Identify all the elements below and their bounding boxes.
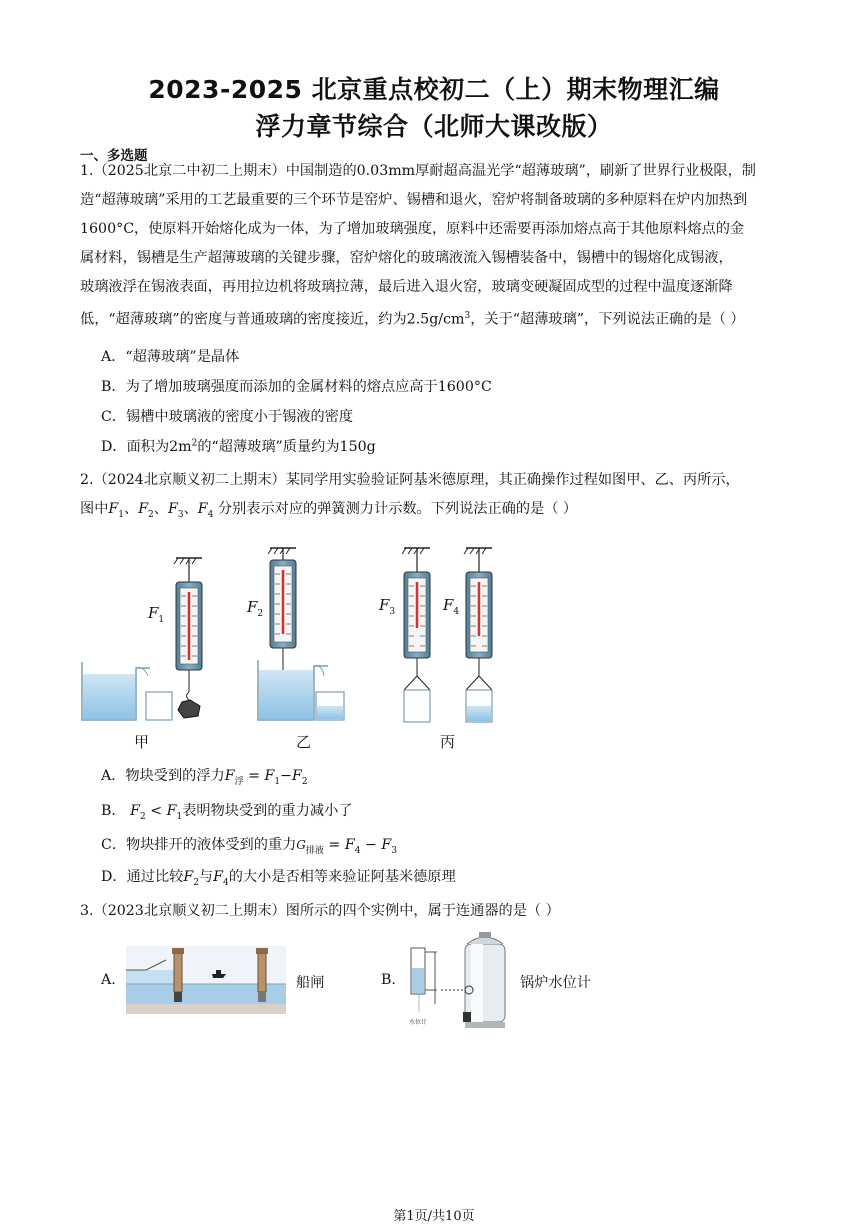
- q1-text: 2m: [169, 439, 192, 455]
- spring-scale-f4: [464, 548, 492, 722]
- superscript: 2: [191, 438, 198, 449]
- q1-option-b: B．为了增加玻璃强度而添加的金属材料的熔点应高于1600°C: [101, 379, 492, 395]
- q2-text: D．通过比较: [101, 869, 184, 885]
- q1-line: [80, 302, 796, 335]
- q2-option-c: C．物块排开的液体受到的重力$G_{排液} = F_4 - F_3$: [101, 837, 397, 856]
- q1-text: ，关于“超薄玻璃”，下列说法正确的是（ ）: [470, 311, 745, 328]
- q2-text: 与: [198, 869, 214, 885]
- q1-text: D．面积为: [101, 439, 170, 455]
- overflow-beaker-jia: [82, 662, 172, 720]
- q1-line: 玻璃液浮在锡液表面，再用拉边机将玻璃拉薄，最后进入退火窑，玻璃变硬凝固成型的过程中温度逐渐降: [80, 279, 733, 295]
- page-footer: 第1页/共10页: [393, 1209, 475, 1224]
- archimedes-experiment-figure: [78, 540, 508, 755]
- q2-option-a: A．物块受到的浮力$F_浮 = F_1-F_2$: [101, 768, 308, 787]
- boiler-water-gauge-figure: [405, 932, 511, 1030]
- superscript: 3: [464, 311, 471, 321]
- q1-option-a: A．“超薄玻璃”是晶体: [101, 349, 240, 365]
- q3-option-a-label: A.: [101, 972, 116, 988]
- q1-line: 造“超薄玻璃”采用的工艺最重要的三个环节是窑炉、锡槽和退火，窑炉将制备玻璃的多种原料在炉内加热到: [80, 192, 748, 208]
- force-label-f4: $F_4$: [443, 596, 460, 617]
- force-label-f1: $F_1$: [148, 604, 165, 625]
- spring-scale-f3: [402, 548, 430, 722]
- q1-text: 的“超薄玻璃”质量约为150g: [197, 439, 376, 455]
- page-title-line1: 2023-2025 北京重点校初二（上）期末物理汇编: [148, 75, 720, 104]
- q3-option-b-text: 锅炉水位计: [520, 975, 591, 991]
- q2-line: 2.（2024北京顺义初二上期末）某同学用实验验证阿基米德原理，其正确操作过程如图甲、乙、丙所示，: [80, 472, 740, 488]
- q1-option-d: [101, 436, 376, 456]
- q2-text: A．物块受到的浮力: [101, 768, 225, 784]
- q1-line: 属材料，锡槽是生产超薄玻璃的关键步骤，窑炉熔化的玻璃液流入锡槽装备中，锡槽中的锡熔化成锡液，: [80, 250, 733, 266]
- q2-option-d: D．通过比较$F_2$与$F_4$的大小是否相等来验证阿基米德原理: [101, 869, 456, 888]
- svg-text:水位计: 水位计: [409, 1019, 428, 1026]
- section-heading: 一、多选题: [80, 148, 148, 164]
- q2-text: 分别表示对应的弹簧测力计示数。下列说法正确的是（ ）: [217, 501, 578, 517]
- figure-caption-jia: 甲: [134, 733, 150, 751]
- q1-text: 低，“超薄玻璃”的密度与普通玻璃的密度接近，约为2.5g/cm: [80, 311, 465, 328]
- q3-option-a-text: 船闸: [296, 975, 325, 991]
- page-title-line2: 浮力章节综合（北师大课改版）: [255, 112, 613, 141]
- q2-text: 图中: [80, 501, 109, 517]
- q2-text: 的大小是否相等来验证阿基米德原理: [228, 869, 456, 885]
- force-label-f3: $F_3$: [379, 596, 396, 617]
- spring-scale-f1: [174, 558, 202, 718]
- q2-text: 表明物块受到的重力减小了: [182, 803, 353, 819]
- q3-option-b-label: B.: [381, 972, 396, 988]
- q1-option-c: C．锡槽中玻璃液的密度小于锡液的密度: [101, 409, 354, 425]
- q2-text: C．物块排开的液体受到的重力: [101, 837, 297, 853]
- q3-line: 3.（2023北京顺义初二上期末）图所示的四个实例中，属于连通器的是（ ）: [80, 903, 560, 919]
- q1-line: 1.（2025北京二中初二上期末）中国制造的0.03mm厚耐超高温光学“超薄玻璃”，刷新了世界行业极限，制: [80, 163, 756, 179]
- figure-caption-bing: 丙: [440, 733, 456, 751]
- force-label-f2: $F_2$: [247, 598, 264, 619]
- q2-line: 图中$F_1$、$F_2$、$F_3$、$F_4$ 分别表示对应的弹簧测力计示数。下列说法正确的是（ ）: [80, 501, 578, 520]
- ship-lock-figure: [126, 946, 286, 1014]
- figure-caption-yi: 乙: [296, 733, 312, 751]
- q1-line: 1600°C，使原料开始熔化成为一体，为了增加玻璃强度，原料中还需要再添加熔点高于其他原料熔点的金: [80, 221, 745, 237]
- overflow-beaker-yi: [258, 660, 344, 720]
- q2-option-b: B． $F_2 < F_1$表明物块受到的重力减小了: [101, 803, 353, 822]
